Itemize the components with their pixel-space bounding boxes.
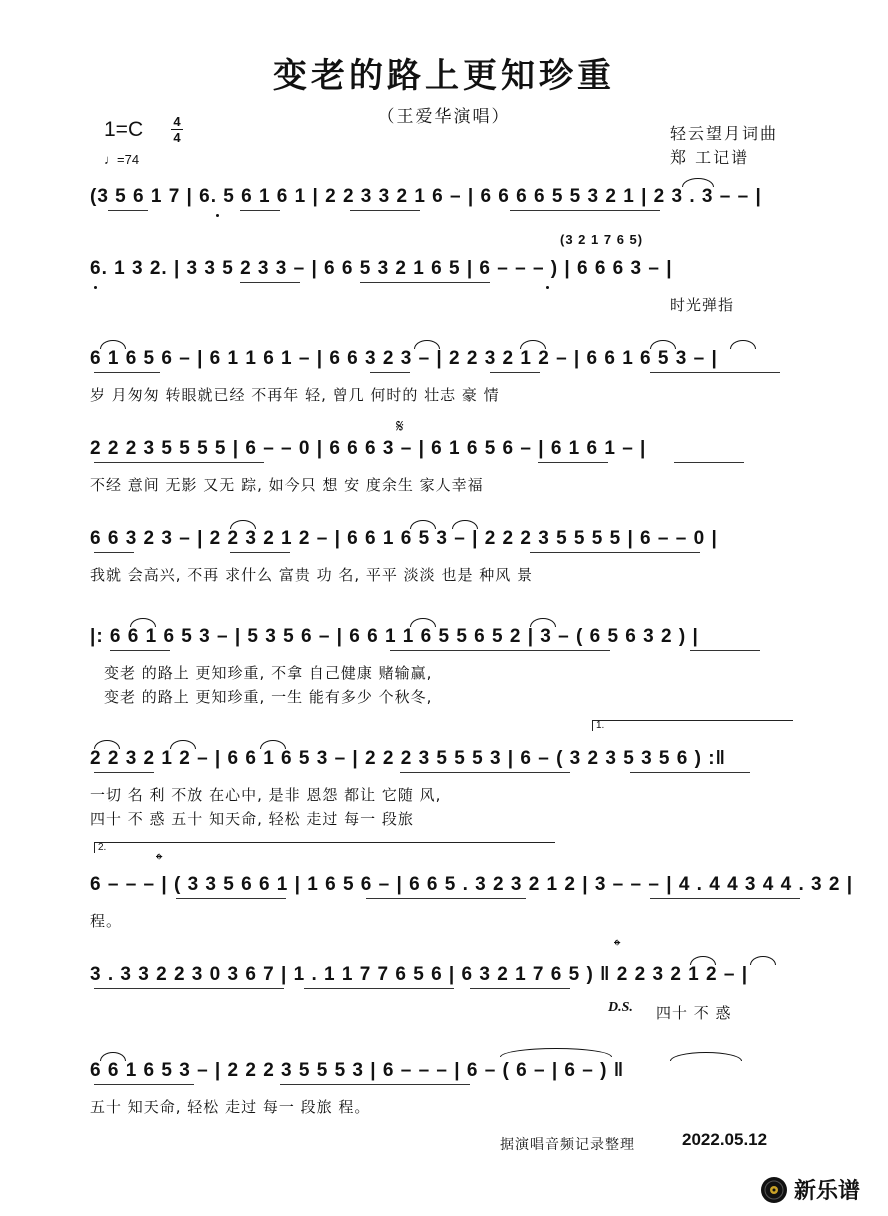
lyrics-line-7a: 一切 名 利 不放 在心中, 是非 恩怨 都让 它随 风, xyxy=(90,786,442,804)
slur-arc xyxy=(650,340,676,349)
lyrics-line-8: 程。 xyxy=(90,912,123,930)
beam-underline xyxy=(690,650,760,651)
notes-line-9: 3 . 3 3 2 2 3 0 3 6 7 | 1 . 1 1 7 7 6 5 6 | 6 3 2 1 7 6 5 ) ‖ 2 2 3 2 1 2 – | xyxy=(90,964,749,985)
notes-line-2: 6. 1 3 2. | 3 3 5 2 3 3 – | 6 6 5 3 2 1 6 5 | 6 – – – ) | 6 6 6 3 – | xyxy=(90,258,673,279)
score-system-10 xyxy=(90,1052,800,1122)
beam-underline xyxy=(630,772,750,773)
source-note: 据演唱音频记录整理 xyxy=(500,1137,635,1153)
segno-sign: 𝄋 xyxy=(396,416,404,437)
page-title: 变老的路上更知珍重 xyxy=(273,56,615,96)
beam-underline xyxy=(530,552,700,553)
score-system-7 xyxy=(90,720,800,830)
beam-underline xyxy=(240,282,300,283)
beam-underline xyxy=(108,210,148,211)
beam-underline xyxy=(280,1084,470,1085)
notes-line-3: 6 1 6 5 6 – | 6 1 1 6 1 – | 6 6 3 2 3 – | 2 2 3 2 1 2 – | 6 6 1 6 5 3 – | xyxy=(90,348,718,369)
beam-underline xyxy=(94,552,134,553)
score-system-5 xyxy=(90,520,800,590)
score-system-4 xyxy=(90,416,800,500)
slur-arc xyxy=(690,956,716,965)
slur-arc xyxy=(100,1052,126,1061)
notes-line-1: (3 5 6 1 7 | 6. 5 6 1 6 1 | 2 2 3 3 2 1 6 – | 6 6 6 6 5 5 3 2 1 | 2 3 . 3 – – | xyxy=(90,186,762,207)
slur-arc xyxy=(260,740,286,749)
notes-line-7: 2 2 3 2 1 2 – | 6 6 1 6 5 3 – | 2 2 2 3 5 5 5 3 | 6 – ( 3 2 3 5 3 5 6 ) :‖ xyxy=(90,748,726,769)
score-system-2 xyxy=(90,232,800,330)
beam-underline xyxy=(304,988,454,989)
slur-arc xyxy=(410,520,436,529)
slur-arc xyxy=(230,520,256,529)
beam-underline xyxy=(94,772,154,773)
notes-line-6: |: 6 6 1 6 5 3 – | 5 3 5 6 – | 6 6 1 1 6 5 5 6 5 2 | 3 – ( 6 5 6 3 2 ) | xyxy=(90,626,699,647)
beam-underline xyxy=(360,282,490,283)
notes-line-4: 2 2 2 3 5 5 5 5 | 6 – – 0 | 6 6 6 3 – | 6 1 6 5 6 – | 6 1 6 1 – | xyxy=(90,438,647,459)
beam-underline xyxy=(674,462,744,463)
lyrics-line-2: 时光弹指 xyxy=(670,296,735,314)
beam-underline xyxy=(370,372,410,373)
lyrics-line-7b: 四十 不 惑 五十 知天命, 轻松 走过 每一 段旅 xyxy=(90,810,414,828)
octave-dot xyxy=(94,286,97,289)
beam-underline xyxy=(110,650,170,651)
octave-dot xyxy=(546,286,549,289)
second-ending-label: 2. xyxy=(98,842,107,853)
lyrics-line-9: 四十 不 惑 xyxy=(656,1004,732,1022)
coda-sign: 𝄌 xyxy=(156,850,163,871)
score-system-9 xyxy=(90,936,800,1026)
lyrics-line-10: 五十 知天命, 轻松 走过 每一 段旅 程。 xyxy=(90,1098,371,1116)
lyrics-line-6a: 变老 的路上 更知珍重, 不拿 自己健康 赌输赢, xyxy=(104,664,433,682)
slur-arc xyxy=(730,340,756,349)
time-signature-bottom: 4 xyxy=(173,130,181,145)
vinyl-record-icon xyxy=(760,1176,788,1204)
coda-sign-2: 𝄌 xyxy=(614,936,621,957)
ornament-grace-notes: (3 2 1 7 6 5) xyxy=(560,232,644,247)
slur-arc xyxy=(100,340,126,349)
score-system-6 xyxy=(90,618,800,708)
site-logo[interactable] xyxy=(760,1174,860,1205)
lyrics-line-3: 岁 月匆匆 转眼就已经 不再年 轻, 曾几 何时的 壮志 豪 情 xyxy=(90,386,500,404)
octave-dot xyxy=(216,214,219,217)
beam-underline xyxy=(176,898,286,899)
lyrics-line-4: 不经 意间 无影 又无 踪, 如今只 想 安 度余生 家人幸福 xyxy=(90,476,484,494)
beam-underline xyxy=(400,772,570,773)
beam-underline xyxy=(240,210,280,211)
lyrics-line-5: 我就 会高兴, 不再 求什么 富贵 功 名, 平平 淡淡 也是 种风 景 xyxy=(90,566,533,584)
slur-arc xyxy=(530,618,556,627)
performer-subtitle: （王爱华演唱） xyxy=(377,107,511,127)
beam-underline xyxy=(230,552,290,553)
slur-arc xyxy=(94,740,120,749)
tempo-mark: ♩=74 xyxy=(104,152,140,167)
second-ending-bracket xyxy=(94,842,555,853)
first-ending-bracket xyxy=(592,720,793,731)
notes-line-8: 6 – – – | ( 3 3 5 6 6 1 | 1 6 5 6 – | 6 6 5 . 3 2 3 2 1 2 | 3 – – – | 4 . 4 4 3 4 4 . 3 2 | xyxy=(90,874,854,895)
time-signature xyxy=(170,114,184,145)
beam-underline xyxy=(650,898,800,899)
score-date: 2022.05.12 xyxy=(682,1130,768,1149)
beam-underline xyxy=(510,210,660,211)
slur-arc xyxy=(750,956,776,965)
beam-underline xyxy=(350,210,420,211)
notes-line-5: 6 6 3 2 3 – | 2 2 3 2 1 2 – | 6 6 1 6 5 3 – | 2 2 2 3 5 5 5 5 | 6 – – 0 | xyxy=(90,528,718,549)
beam-underline xyxy=(94,372,160,373)
beam-underline xyxy=(470,988,570,989)
beam-underline xyxy=(94,462,264,463)
beam-underline xyxy=(538,462,608,463)
lyrics-line-6b: 变老 的路上 更知珍重, 一生 能有多少 个秋冬, xyxy=(104,688,433,706)
first-ending-label: 1. xyxy=(596,720,605,731)
beam-underline xyxy=(94,988,284,989)
site-logo-text: 新乐谱 xyxy=(794,1179,861,1204)
tie-arc xyxy=(682,178,714,187)
lyricist-credit: 轻云望月词曲 xyxy=(670,124,779,143)
slur-arc xyxy=(452,520,478,529)
beam-underline xyxy=(390,650,610,651)
credits xyxy=(670,122,778,170)
slur-arc xyxy=(414,340,440,349)
slur-arc xyxy=(130,618,156,627)
beam-underline xyxy=(650,372,780,373)
score-system-1 xyxy=(90,186,800,226)
key-signature: 1=C xyxy=(104,118,144,141)
transcriber-credit: 郑 工记谱 xyxy=(670,148,750,167)
score-system-8 xyxy=(90,842,854,936)
slur-arc xyxy=(670,1052,742,1061)
beam-underline xyxy=(490,372,540,373)
dal-segno-mark: D.S. xyxy=(608,1000,633,1015)
beam-underline xyxy=(366,898,526,899)
tie-arc xyxy=(500,1048,612,1057)
score-system-3 xyxy=(90,340,800,410)
time-signature-top: 4 xyxy=(173,114,181,129)
slur-arc xyxy=(520,340,546,349)
beam-underline xyxy=(94,1084,194,1085)
notes-line-10: 6 6 1 6 5 3 – | 2 2 2 3 5 5 5 3 | 6 – – – | 6 – ( 6 – | 6 – ) ‖ xyxy=(90,1060,625,1081)
slur-arc xyxy=(170,740,196,749)
slur-arc xyxy=(410,618,436,627)
